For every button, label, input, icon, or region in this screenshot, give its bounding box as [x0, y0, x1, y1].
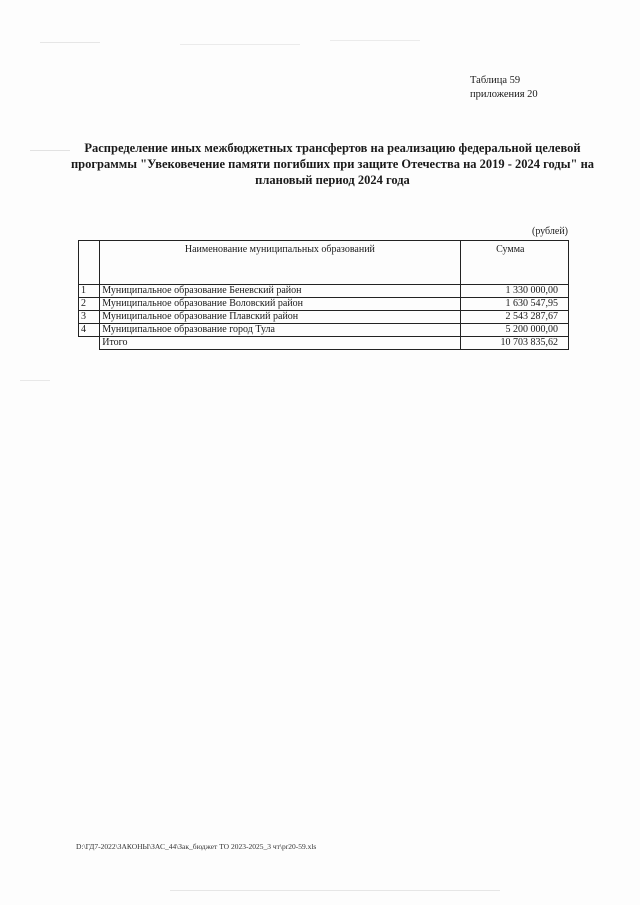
unit-label: (рублей)	[531, 226, 568, 237]
file-path-footer: D:\ГД7-2022\ЗАКОНЫ\ЗАС_44\Зак_бюджет ТО 2023-2025_3 чт\pr20-59.xls	[76, 842, 317, 851]
scan-artifact	[40, 42, 100, 43]
row-number: 3	[79, 311, 100, 324]
table-total-row	[79, 337, 569, 350]
row-municipality: Муниципальное образование Плавский район	[100, 311, 460, 324]
table-header-row	[79, 241, 569, 285]
row-municipality: Муниципальное образование Воловский район	[100, 298, 460, 311]
table-reference	[470, 74, 538, 102]
row-sum: 1 630 547,95	[460, 298, 568, 311]
row-number: 2	[79, 298, 100, 311]
row-sum: 2 543 287,67	[460, 311, 568, 324]
row-number: 4	[79, 324, 100, 337]
total-label: Итого	[100, 337, 460, 350]
header-number-cell	[79, 241, 100, 285]
header-name-cell: Наименование муниципальных образований	[100, 241, 460, 285]
row-number: 1	[79, 285, 100, 298]
header-sum-cell: Сумма	[460, 241, 568, 285]
row-municipality: Муниципальное образование город Тула	[100, 324, 460, 337]
row-sum: 1 330 000,00	[460, 285, 568, 298]
table-number: Таблица 59	[470, 75, 521, 86]
total-number-cell	[79, 337, 100, 350]
scan-artifact	[30, 150, 70, 151]
table-row	[79, 324, 569, 337]
appendix-number: приложения 20	[470, 89, 538, 100]
scan-artifact	[180, 44, 300, 45]
total-sum: 10 703 835,62	[460, 337, 568, 350]
table-row	[79, 298, 569, 311]
row-municipality: Муниципальное образование Беневский район	[100, 285, 460, 298]
table-row	[79, 285, 569, 298]
scan-artifact	[20, 380, 50, 381]
row-sum: 5 200 000,00	[460, 324, 568, 337]
scan-artifact	[170, 890, 500, 891]
transfers-table	[78, 240, 569, 350]
table-row	[79, 311, 569, 324]
scan-artifact	[330, 40, 420, 41]
document-title: Распределение иных межбюджетных трансфертов на реализацию федеральной целевой программы "Увековечение памяти погибших при защите Отечества на 2019 - 2024 годы" на плановый период 2024 года	[70, 141, 595, 187]
